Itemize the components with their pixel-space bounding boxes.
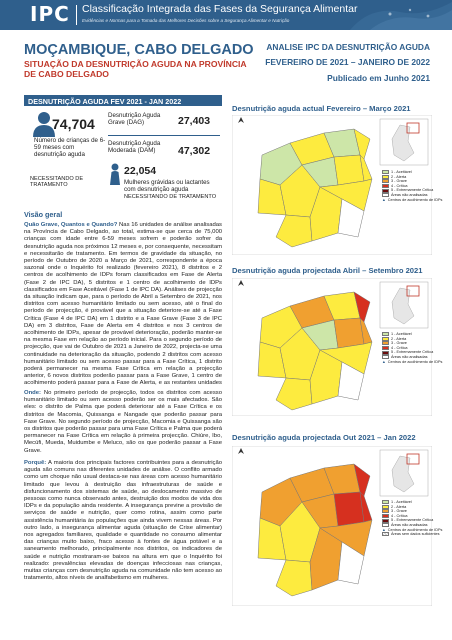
idp-marker-icon: ▲ (382, 359, 386, 364)
legend-swatch (382, 500, 389, 504)
women-count: 22,054 (124, 165, 157, 177)
ipc-logo: IPC (30, 2, 70, 26)
country-title: MOÇAMBIQUE, CABO DELGADO (24, 42, 254, 58)
summary-divider (108, 135, 220, 136)
idp-marker-icon: ▲ (382, 527, 386, 532)
women-label: Mulheres grávidas ou lactantes com desnutrição aguda (124, 179, 210, 193)
summary-box-title: DESNUTRIÇÃO AGUDA FEV 2021 - JAN 2022 (24, 95, 222, 106)
header-title: Classificação Integrada das Fases da Segurança Alimentar (82, 3, 358, 15)
map-3-legend: 1 - Aceitável 2 - Alerta 3 - Grave 4 - Crítica 5 - Extremamente Crítica Áreas não analisadas ▲ Centros de acolhimento de IDPs Áreas sem dados suficientes (382, 500, 443, 537)
sam-value: 27,403 (178, 115, 211, 127)
legend-swatch (382, 170, 389, 174)
legend-swatch (382, 351, 389, 355)
header-tagline: Evidências e Normas para a Tomada das Melhores Decisões sobre a Segurança Alimentar e Nutrição (82, 18, 290, 23)
legend-swatch (382, 514, 389, 518)
p1-lead: Quão Grave, Quantos e Quando? (24, 222, 118, 228)
legend-swatch (382, 346, 389, 350)
children-count: 74,704 (52, 116, 95, 132)
legend-swatch (382, 332, 389, 336)
legend-swatch (382, 179, 389, 183)
legend-swatch (382, 532, 389, 536)
women-treatment-label: NECESSITANDO DE TRATAMENTO (124, 194, 217, 200)
p2-lead: Onde: (24, 390, 42, 396)
p1-text: Nas 16 unidades de análise analisadas na Província de Cabo Delgado, ao total, estima-se que cerca de 75,000 crianças com idade entre 6-59 meses sofrem e poderão sofrer da desnutrição aguda nos próximos 12 meses e, por consequente, necessitam e necessitarão de tratamento. Em termos de gravidade da situação, no período de Outubro de 2020 a Março de 2021, correspondente a época sazonal onde o Inquérito foi realizado (fevereiro 2021), 8 distritos e 2 centros de acolhimento de IDPs foram classificados em Fase de Alerta (Fase 2 de IPC DA), 5 distritos e 1 centro de acolhimento de IDPs classificados em Fase Aceitável (Fase 1 de IPC DA). Análises de projecção da situação indicam que, para o período de Abril a Setembro de 2021, nos distritos com acesso humanitário limitado ou sem acesso, até o final do período de projecção, é provável que a situação deteriore-se até a Fase Crítica (Fase 4 de IPC DA) em 1 distrito e a Fase Grave (Fase 3 de IPC DA) em 3 distritos, Fase de Alerta em 4 distritos e nos 3 centros de acolhimento de IDPs, apesar de provável deterioração, poderão manter-se na mesma Fase em relação ao período inicial. Para o segundo período de projecção, que vai de Outubro de 2021 a Janeiro de 2022, projecta-se uma continuidade na deterioração da situação, podendo 2 distritos com acesso humanitário limitado ou sem acesso passar para a Fase Crítica, 1 distrito poderá permanecer na mesma Fase Crítica em relação a projecção anterior, 6 novos distritos poderão passar para a Fase Grave, 1 centro de acolhimento poderá passar para a Fase de Alerta, e as restantes unidades (24, 222, 222, 387)
legend-swatch (382, 341, 389, 345)
legend-swatch (382, 337, 389, 341)
p3-text: A maioria dos principais factores contribuintes para a desnutrição aguda são comuns nas diferentes unidades de análise. O conflito armado como um choque não usual destaca-se nas áreas com acesso humanitário limitado que levou à destruição das infraestruturas de saúde e disfuncionamento dos sistemas de saúde, ao deslocamento massivo de pessoas como nunca observado antes, destruição dos modos de vida dos IDPs e da população ainda residente. A insegurança previne a provisão de serviços de saúde e nutrição, quer como rotina, assim como parte assistência humanitária às populações que ainda vivem nessas áreas. Por outro lado, a insegurança alimentar aguda (situação de Crise alimentar) nos agregados familiares, qualidade e quantidade no consumo alimentar das crianças muito baixo, fraco acesso à fontes de água potável e a saneamento melhorado, principalmente nos distritos, os indicadores de saúde e nutrição mostraram-se baixos na altura em que o Inquérito foi realizado: prevalências elevadas de doenças infecciosas nas crianças, muitas crianças com desnutrição aguda na comunidade não tem acesso ao tratamento, altos níveis de analfabetismo em mulheres. (24, 460, 222, 582)
map-2-legend: 1 - Aceitável 2 - Alerta 3 - Grave 4 - Crítica 5 - Extremamente Crítica Áreas não analisadas ▲ Centros de acolhimento de IDPs (382, 332, 443, 364)
p2-text: No primeiro período de projecção, todos os distritos com acesso humanitário limitado ou sem acesso poderão ser os mais afectados. São eles: o distrito de Palma que poderá deteriorar até a Fase Crítica e os distritos de Macomia, Quissanga e Nangade que poderão passar para Fase Grave. No segundo período de projecção, Macomia e Quissanga são os distritos que poderão passar para uma Fase Crítica e Palma que poderá permanecer na Fase Crítica em relação à primeira projecção. Chiúre, Ibo, Mecúfi, Mueda, Muidumbe e Meluco, são os que poderão passar a Fase Grave. (24, 390, 222, 454)
children-treatment-label: NECESSITANDO DE TRATAMENTO (30, 176, 84, 189)
map-1-title: Desnutrição aguda actual Fevereiro – Março 2021 (232, 104, 411, 113)
sam-label: Desnutrição Aguda Grave (DAG) (108, 112, 161, 126)
woman-icon (108, 163, 122, 185)
legend-swatch (382, 519, 389, 523)
overview-paragraph-1 (24, 222, 222, 388)
map-1-legend: 1 - Aceitável 2 - Alerta 3 - Grave 4 - Crítica 5 - Extremamente Crítica Áreas não analisadas ▲ Centros de acolhimento de IDPs (382, 170, 443, 202)
analysis-title: ANALISE IPC DA DESNUTRIÇÃO AGUDA (266, 42, 430, 52)
legend-swatch (382, 509, 389, 513)
legend-swatch (382, 184, 389, 188)
p3-lead: Porquê: (24, 460, 47, 466)
analysis-period: FEVEREIRO DE 2021 – JANEIRO DE 2022 (265, 57, 430, 67)
overview-paragraph-3 (24, 460, 222, 632)
header-decoration (330, 0, 452, 30)
publication-date: Publicado em Junho 2021 (327, 73, 430, 83)
idp-marker-icon: ▲ (382, 197, 386, 202)
map-3-title: Desnutrição aguda projectada Out 2021 – Jan 2022 (232, 433, 416, 442)
mam-label: Desnutrição Aguda Moderada (DAM) (108, 140, 161, 154)
mam-value: 47,302 (178, 145, 211, 157)
overview-paragraph-2 (24, 390, 222, 456)
overview-heading: Visão geral (24, 210, 63, 219)
report-subtitle: SITUAÇÃO DA DESNUTRIÇÃO AGUDA NA PROVÍNCIA DE CABO DELGADO (24, 59, 247, 79)
header-banner (0, 0, 452, 30)
map-2-title: Desnutrição aguda projectada Abril – Setembro 2021 (232, 266, 423, 275)
legend-swatch (382, 175, 389, 179)
legend-swatch (382, 189, 389, 193)
logo-divider (76, 5, 77, 25)
children-label: Número de crianças de 6-59 meses com desnutrição aguda (34, 137, 106, 158)
legend-swatch (382, 505, 389, 509)
